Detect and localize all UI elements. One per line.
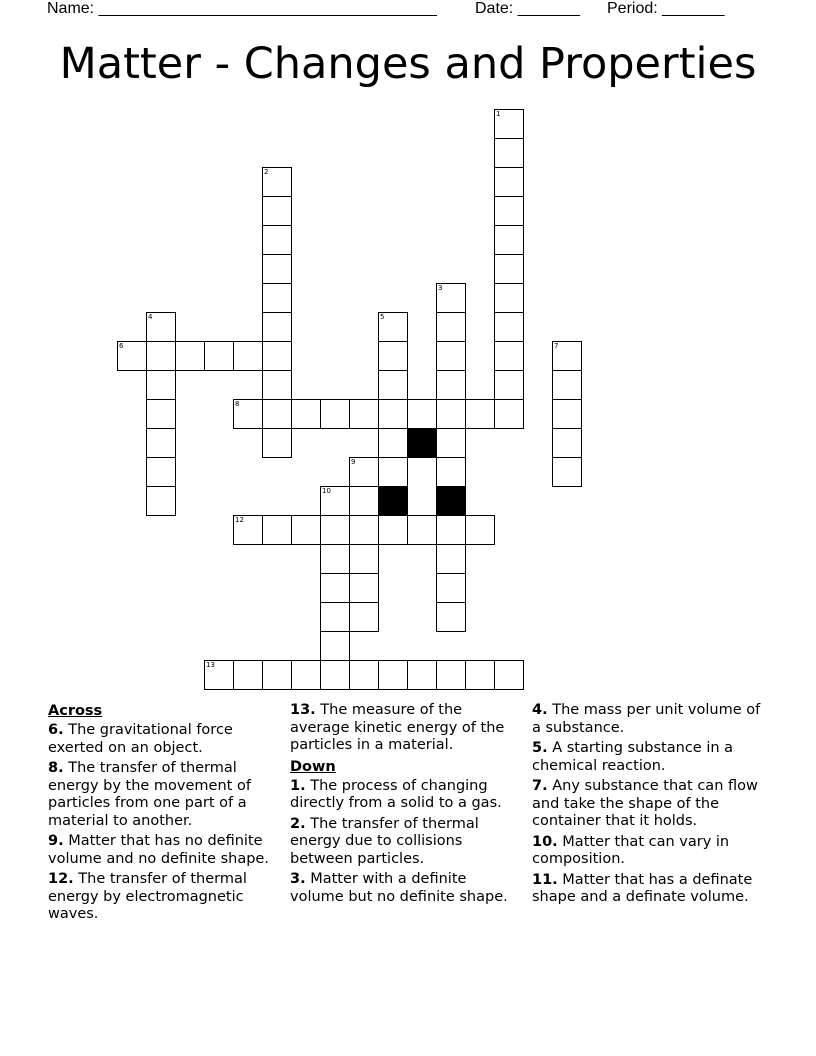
clue-number-label: 1. <box>290 777 306 794</box>
clue-number: 13 <box>206 661 215 669</box>
clue-text: The gravitational force exerted on an object. <box>48 722 233 756</box>
grid-cell[interactable] <box>378 312 408 342</box>
grid-cell[interactable] <box>320 399 350 429</box>
page-title: Matter - Changes and Properties <box>59 39 757 89</box>
grid-cell[interactable] <box>262 167 292 197</box>
blocked-cell <box>378 486 408 516</box>
grid-cell[interactable] <box>262 254 292 284</box>
grid-cell[interactable] <box>436 457 466 487</box>
clue-text: Matter that has no definite volume and no definite shape. <box>48 833 269 867</box>
clue-number-label: 9. <box>48 833 64 849</box>
grid-cell[interactable] <box>436 312 466 342</box>
clue-item <box>532 702 764 737</box>
clue-number-label: 2. <box>290 815 306 832</box>
clue-number-label: 13. <box>290 702 316 718</box>
clue-text: The transfer of thermal energy due to collisions between particles. <box>290 815 479 867</box>
clue-number-label: 6. <box>48 722 64 738</box>
clue-column-1 <box>48 702 280 927</box>
grid-cell[interactable] <box>262 515 292 545</box>
grid-cell[interactable] <box>378 370 408 400</box>
grid-cell[interactable] <box>204 660 234 690</box>
clue-number: 10 <box>322 487 331 495</box>
grid-cell[interactable] <box>262 341 292 371</box>
grid-cell[interactable] <box>175 341 205 371</box>
clue-text: Matter that has a definate shape and a definate volume. <box>532 871 753 905</box>
grid-cell[interactable] <box>436 428 466 458</box>
clue-text: The mass per unit volume of a substance. <box>532 702 761 736</box>
grid-cell[interactable] <box>378 457 408 487</box>
clue-text: The measure of the average kinetic energy of the particles in a material. <box>290 702 505 753</box>
grid-cell[interactable] <box>436 283 466 313</box>
clue-item <box>290 702 522 755</box>
grid-cell[interactable] <box>291 515 321 545</box>
clue-text: The transfer of thermal energy by electromagnetic waves. <box>48 871 247 922</box>
grid-cell[interactable] <box>494 399 524 429</box>
clue-item <box>290 871 522 906</box>
clue-item <box>48 871 280 924</box>
clue-item <box>290 778 522 813</box>
grid-cell[interactable] <box>349 602 379 632</box>
grid-cell[interactable] <box>552 399 582 429</box>
clue-item <box>532 872 764 907</box>
grid-cell[interactable] <box>436 602 466 632</box>
grid-cell[interactable] <box>436 399 466 429</box>
grid-cell[interactable] <box>436 370 466 400</box>
grid-cell[interactable] <box>552 341 582 371</box>
clue-text: The transfer of thermal energy by the movement of particles from one part of a material to another. <box>48 760 251 829</box>
clue-number-label: 10. <box>532 833 558 850</box>
grid-cell[interactable] <box>494 225 524 255</box>
grid-cell[interactable] <box>233 399 263 429</box>
clue-column-2 <box>290 702 522 909</box>
clue-number: 3 <box>438 284 443 292</box>
clue-number-label: 8. <box>48 760 64 776</box>
grid-cell[interactable] <box>291 660 321 690</box>
grid-cell[interactable] <box>320 544 350 574</box>
clue-text: A starting substance in a chemical reaction. <box>532 740 734 774</box>
grid-cell[interactable] <box>320 573 350 603</box>
grid-cell[interactable] <box>436 515 466 545</box>
grid-cell[interactable] <box>494 138 524 168</box>
grid-cell[interactable] <box>320 486 350 516</box>
grid-cell[interactable] <box>494 341 524 371</box>
grid-cell[interactable] <box>552 457 582 487</box>
grid-cell[interactable] <box>262 283 292 313</box>
grid-cell[interactable] <box>320 602 350 632</box>
grid-cell[interactable] <box>436 341 466 371</box>
clue-number: 5 <box>380 313 385 321</box>
date-field[interactable]: Date: _______ <box>475 0 580 17</box>
grid-cell[interactable] <box>407 515 437 545</box>
grid-cell[interactable] <box>262 225 292 255</box>
grid-cell[interactable] <box>378 660 408 690</box>
grid-cell[interactable] <box>146 399 176 429</box>
clue-number: 2 <box>264 168 269 176</box>
clue-number: 1 <box>496 110 501 118</box>
grid-cell[interactable] <box>494 109 524 139</box>
grid-cell[interactable] <box>233 660 263 690</box>
section-heading: Down <box>290 758 336 775</box>
grid-cell[interactable] <box>349 457 379 487</box>
grid-cell[interactable] <box>262 196 292 226</box>
grid-cell[interactable] <box>320 515 350 545</box>
clue-item <box>532 740 764 775</box>
clue-number-label: 7. <box>532 778 548 794</box>
grid-cell[interactable] <box>552 428 582 458</box>
grid-cell[interactable] <box>494 312 524 342</box>
grid-cell[interactable] <box>320 660 350 690</box>
grid-cell[interactable] <box>465 660 495 690</box>
grid-cell[interactable] <box>146 341 176 371</box>
grid-cell[interactable] <box>494 283 524 313</box>
grid-cell[interactable] <box>146 370 176 400</box>
clue-item <box>532 778 764 831</box>
clue-number-label: 3. <box>290 871 306 887</box>
clue-number: 9 <box>351 458 356 466</box>
clue-item <box>532 834 764 869</box>
clue-item <box>290 816 522 869</box>
grid-cell[interactable] <box>262 428 292 458</box>
grid-cell[interactable] <box>349 486 379 516</box>
grid-cell[interactable] <box>378 341 408 371</box>
clue-item <box>48 722 280 757</box>
grid-cell[interactable] <box>146 428 176 458</box>
clue-number: 4 <box>148 313 153 321</box>
grid-cell[interactable] <box>262 312 292 342</box>
clue-number: 8 <box>235 400 240 408</box>
grid-cell[interactable] <box>494 254 524 284</box>
clue-column-3 <box>532 702 764 910</box>
grid-cell[interactable] <box>494 660 524 690</box>
clue-number-label: 11. <box>532 871 558 888</box>
grid-cell[interactable] <box>349 573 379 603</box>
grid-cell[interactable] <box>494 370 524 400</box>
grid-cell[interactable] <box>465 399 495 429</box>
grid-cell[interactable] <box>349 544 379 574</box>
grid-cell[interactable] <box>117 341 147 371</box>
clue-number: 7 <box>554 342 559 350</box>
grid-cell[interactable] <box>349 515 379 545</box>
grid-cell[interactable] <box>349 660 379 690</box>
grid-cell[interactable] <box>146 486 176 516</box>
blocked-cell <box>407 428 437 458</box>
period-field[interactable]: Period: _______ <box>607 0 725 17</box>
blocked-cell <box>436 486 466 516</box>
grid-cell[interactable] <box>407 660 437 690</box>
clue-number: 6 <box>119 342 124 350</box>
grid-cell[interactable] <box>291 399 321 429</box>
clue-text: Any substance that can flow and take the shape of the container that it holds. <box>532 778 758 829</box>
clue-number-label: 5. <box>532 740 548 756</box>
grid-cell[interactable] <box>494 167 524 197</box>
name-field[interactable]: Name: ______________________________________ <box>47 0 437 17</box>
clue-item <box>48 760 280 830</box>
grid-cell[interactable] <box>233 515 263 545</box>
grid-cell[interactable] <box>436 544 466 574</box>
grid-cell[interactable] <box>262 399 292 429</box>
grid-cell[interactable] <box>494 196 524 226</box>
grid-cell[interactable] <box>436 573 466 603</box>
clue-text: Matter that can vary in composition. <box>532 833 730 867</box>
clue-item <box>48 833 280 868</box>
grid-cell[interactable] <box>146 457 176 487</box>
clue-number: 12 <box>235 516 244 524</box>
grid-cell[interactable] <box>146 312 176 342</box>
grid-cell[interactable] <box>349 399 379 429</box>
clue-text: The process of changing directly from a solid to a gas. <box>290 777 502 811</box>
grid-cell[interactable] <box>436 660 466 690</box>
section-heading: Across <box>48 703 103 719</box>
grid-cell[interactable] <box>320 631 350 661</box>
clue-number-label: 4. <box>532 702 548 718</box>
grid-cell[interactable] <box>552 370 582 400</box>
grid-cell[interactable] <box>262 660 292 690</box>
grid-cell[interactable] <box>465 515 495 545</box>
grid-cell[interactable] <box>262 370 292 400</box>
grid-cell[interactable] <box>233 341 263 371</box>
clue-text: Matter with a definite volume but no definite shape. <box>290 871 508 905</box>
grid-cell[interactable] <box>378 515 408 545</box>
grid-cell[interactable] <box>407 399 437 429</box>
grid-cell[interactable] <box>204 341 234 371</box>
grid-cell[interactable] <box>378 428 408 458</box>
grid-cell[interactable] <box>378 399 408 429</box>
clue-number-label: 12. <box>48 871 74 887</box>
